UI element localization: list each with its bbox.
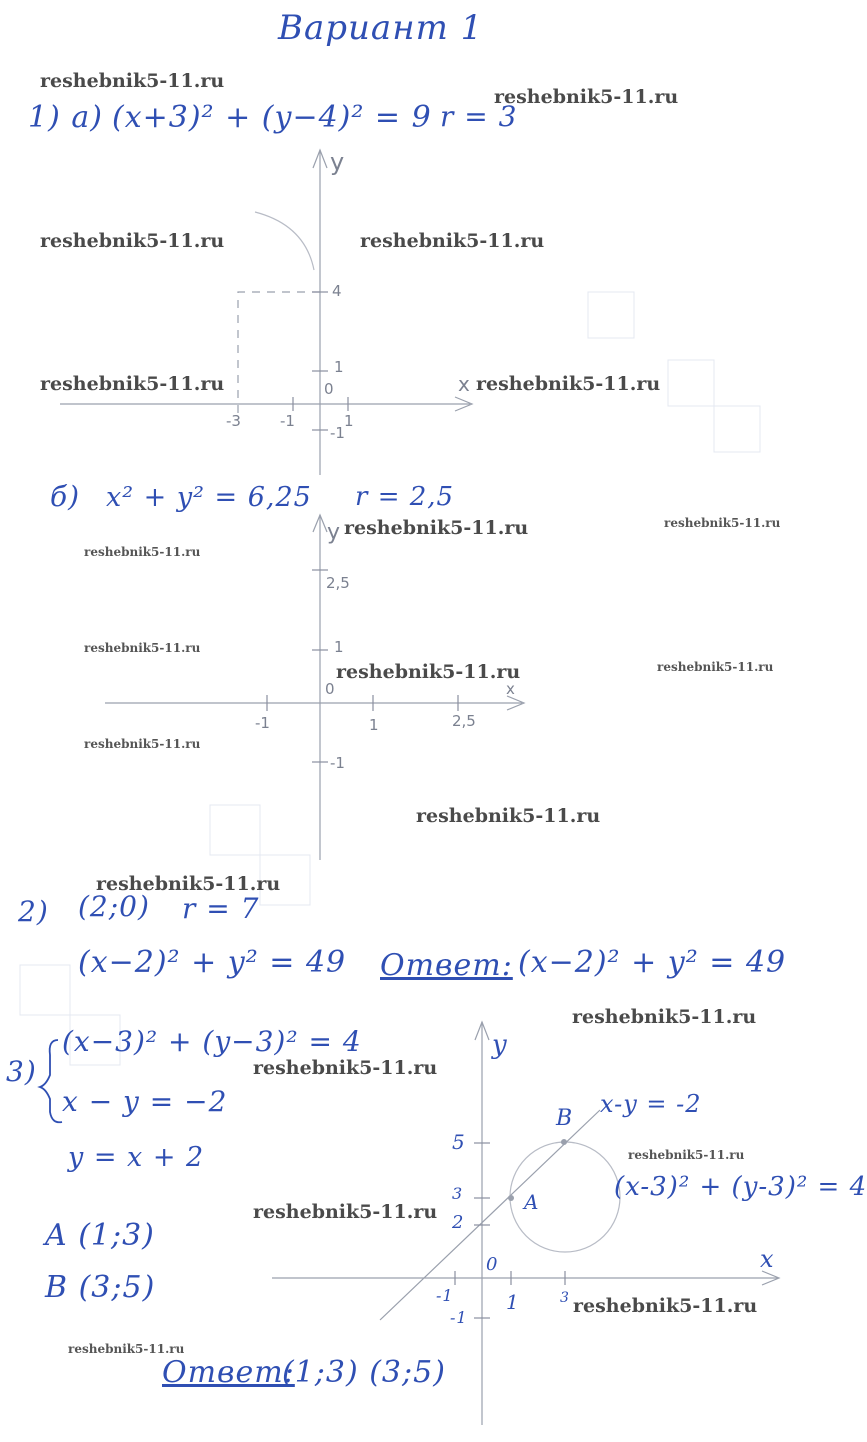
- page-title: Вариант 1: [278, 8, 484, 48]
- watermark: reshebnik5-11.ru: [494, 86, 679, 108]
- graph-1b-tick-y25: 2,5: [326, 574, 350, 592]
- task2-radius: r = 7: [182, 892, 260, 925]
- graph-3-point-b-label: B: [556, 1106, 574, 1131]
- graph-1a-tick-m3: -3: [226, 412, 241, 430]
- graph-1a: [60, 150, 472, 475]
- graph-1b-tick-ym1: -1: [330, 754, 345, 772]
- point-a-dot: [508, 1195, 514, 1201]
- task2-equation: (x−2)² + y² = 49: [78, 945, 347, 980]
- watermark: reshebnik5-11.ru: [657, 660, 774, 674]
- task1b-label: б): [50, 480, 81, 513]
- graph-3-origin: 0: [486, 1254, 499, 1275]
- graph-3-tick-x1: 1: [506, 1290, 520, 1314]
- task3-system-line2: x − y = −2: [62, 1085, 228, 1118]
- watermark: reshebnik5-11.ru: [40, 373, 225, 395]
- watermark: reshebnik5-11.ru: [344, 517, 529, 539]
- graph-3-tick-y2: 2: [452, 1212, 465, 1233]
- graph-1a-origin: 0: [324, 380, 334, 398]
- graph-3-x-label: x: [760, 1245, 775, 1273]
- graph-3-y-label: y: [492, 1030, 508, 1060]
- graph-1a-dashed-guides: [238, 292, 320, 420]
- graph-1a-y-label: y: [330, 148, 345, 176]
- watermark: reshebnik5-11.ru: [253, 1201, 438, 1223]
- task3-label: 3): [6, 1055, 37, 1088]
- graph-1b-y-label: y: [327, 520, 341, 545]
- graph-1b-origin: 0: [325, 680, 335, 698]
- task1a-equation: (x+3)² + (y−4)² = 9: [112, 100, 432, 135]
- watermark: reshebnik5-11.ru: [84, 737, 201, 751]
- task3-answer: (1;3) (3;5): [282, 1355, 446, 1390]
- task2-label: 2): [18, 895, 49, 928]
- graph-3-tick-y3: 3: [452, 1184, 464, 1203]
- watermark: reshebnik5-11.ru: [96, 873, 281, 895]
- task1b-radius: r = 2,5: [355, 482, 455, 512]
- graph-1a-tick-xm1: -1: [280, 412, 295, 430]
- graph-1b-tick-xm1: -1: [255, 714, 270, 732]
- task1a-radius: r = 3: [440, 100, 518, 133]
- watermark: reshebnik5-11.ru: [68, 1342, 185, 1356]
- task3-point-b: B (3;5): [45, 1270, 156, 1305]
- graph-3-line-label: x-y = -2: [600, 1090, 702, 1118]
- graph-1b-tick-y1: 1: [334, 638, 344, 656]
- watermark: reshebnik5-11.ru: [416, 805, 601, 827]
- graph-1a-tick-1: 1: [334, 358, 344, 376]
- graph-3-tick-y5: 5: [452, 1130, 466, 1154]
- graph-3-circle-label: (x-3)² + (y-3)² = 4: [614, 1172, 867, 1202]
- graph-1a-tick-m1: -1: [330, 424, 345, 442]
- task1b-equation: x² + y² = 6,25: [106, 482, 312, 513]
- watermark: reshebnik5-11.ru: [84, 545, 201, 559]
- watermark: reshebnik5-11.ru: [360, 230, 545, 252]
- graph-1b-tick-x25: 2,5: [452, 712, 476, 730]
- graph-1a-circle-arc: [255, 212, 314, 270]
- task3-step: y = x + 2: [68, 1142, 205, 1173]
- task1a-label: 1) а): [28, 100, 103, 135]
- watermark: reshebnik5-11.ru: [664, 516, 781, 530]
- watermark: reshebnik5-11.ru: [84, 641, 201, 655]
- graph-3-point-a-label: A: [524, 1190, 540, 1214]
- graph-1a-tick-x1: 1: [344, 412, 354, 430]
- graph-3-tick-ym1: -1: [450, 1308, 468, 1327]
- watermark: reshebnik5-11.ru: [40, 230, 225, 252]
- watermark: reshebnik5-11.ru: [573, 1295, 758, 1317]
- task2-answer-label: Ответ:: [380, 948, 513, 983]
- point-b-dot: [561, 1139, 567, 1145]
- task2-answer: (x−2)² + y² = 49: [518, 945, 787, 980]
- watermark: reshebnik5-11.ru: [253, 1057, 438, 1079]
- watermark: reshebnik5-11.ru: [572, 1006, 757, 1028]
- graph-1a-x-label: x: [458, 372, 470, 396]
- graph-1a-tick-4: 4: [332, 282, 342, 300]
- graph-1b-tick-x1: 1: [369, 716, 379, 734]
- task3-point-a: A (1;3): [45, 1218, 155, 1253]
- graph-3-tick-xm1: -1: [436, 1286, 454, 1305]
- watermark: reshebnik5-11.ru: [336, 661, 521, 683]
- graph-3-tick-x3: 3: [560, 1290, 570, 1306]
- watermark: reshebnik5-11.ru: [476, 373, 661, 395]
- task2-center: (2;0): [78, 890, 150, 923]
- task3-system-line1: (x−3)² + (y−3)² = 4: [62, 1025, 362, 1058]
- system-brace: [40, 1040, 62, 1122]
- graph-1b-x-label: x: [506, 680, 515, 698]
- watermark: reshebnik5-11.ru: [40, 70, 225, 92]
- watermark: reshebnik5-11.ru: [628, 1148, 745, 1162]
- task3-answer-label: Ответ:: [162, 1355, 295, 1390]
